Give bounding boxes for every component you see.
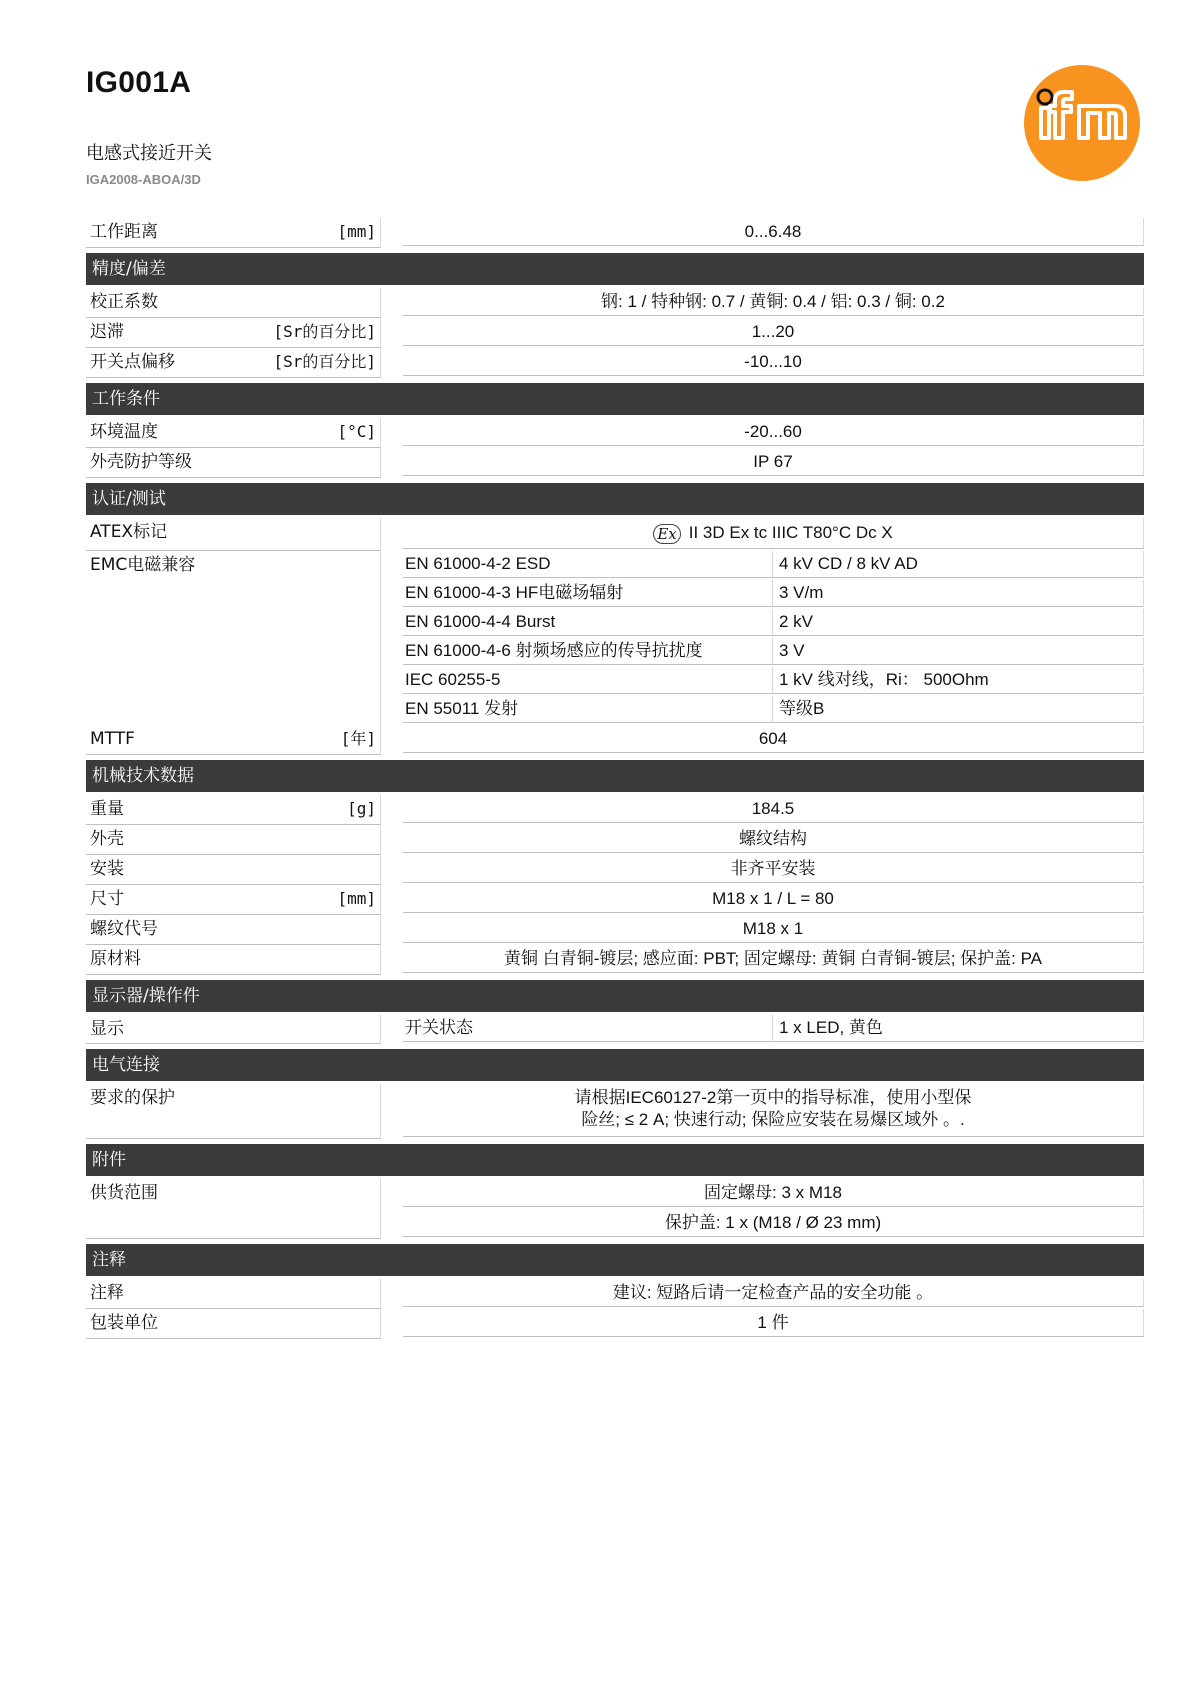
emc-standard: EN 61000-4-3 HF电磁场辐射 bbox=[403, 580, 773, 607]
section-header-accessories: 附件 bbox=[86, 1144, 1144, 1176]
row-value: II 3D Ex tc IIIC T80°C Dc X bbox=[688, 523, 893, 542]
row-value: -10...10 bbox=[403, 348, 1144, 376]
row-value: 184.5 bbox=[403, 795, 1144, 823]
section-header-approvals: 认证/测试 bbox=[86, 483, 1144, 515]
ifm-logo bbox=[1023, 64, 1141, 182]
emc-value: 1 kV 线对线，Ri： 500Ohm bbox=[773, 667, 1143, 694]
row-value: 黄铜 白青铜-镀层; 感应面: PBT; 固定螺母: 黄铜 白青铜-镀层; 保护盖: PA bbox=[403, 945, 1144, 973]
emc-standard: EN 61000-4-6 射频场感应的传导抗扰度 bbox=[403, 638, 773, 665]
row-label: 外壳 bbox=[90, 829, 124, 849]
row-label: 安装 bbox=[90, 859, 124, 879]
spec-row bbox=[86, 855, 1144, 885]
emc-item bbox=[403, 638, 1144, 665]
spec-sheet bbox=[86, 218, 1144, 1339]
row-value: 604 bbox=[403, 725, 1144, 753]
section-header-accuracy: 精度/偏差 bbox=[86, 253, 1144, 285]
row-label: 显示 bbox=[90, 1019, 124, 1039]
row-value: 0...6.48 bbox=[403, 218, 1144, 246]
row-unit: [年] bbox=[340, 729, 376, 748]
emc-standard: EN 55011 发射 bbox=[403, 696, 773, 723]
row-label: 要求的保护 bbox=[90, 1088, 175, 1108]
spec-row-emc bbox=[86, 551, 1144, 725]
spec-row bbox=[86, 448, 1144, 478]
protection-line-2: 险丝; ≤ 2 A; 快速行动; 保险应安装在易爆区域外 。. bbox=[581, 1110, 965, 1129]
row-unit: [mm] bbox=[337, 889, 376, 908]
spec-row-mttf bbox=[86, 725, 1144, 755]
row-label: MTTF bbox=[90, 729, 135, 749]
section-header-mechanical: 机械技术数据 bbox=[86, 760, 1144, 792]
spec-row-scope bbox=[86, 1179, 1144, 1239]
row-value: M18 x 1 bbox=[403, 915, 1144, 943]
product-subtitle: 电感式接近开关 bbox=[86, 143, 212, 164]
row-value: IP 67 bbox=[403, 448, 1144, 476]
display-value: 1 x LED, 黄色 bbox=[773, 1015, 1143, 1042]
emc-item bbox=[403, 667, 1144, 694]
section-header-notes: 注释 bbox=[86, 1244, 1144, 1276]
row-unit: [Sr的百分比] bbox=[273, 352, 376, 371]
row-value: 固定螺母: 3 x M18 bbox=[403, 1179, 1144, 1207]
display-type: 开关状态 bbox=[403, 1015, 773, 1042]
emc-value: 4 kV CD / 8 kV AD bbox=[773, 551, 1143, 578]
row-value: -20...60 bbox=[403, 418, 1144, 446]
row-label: ATEX标记 bbox=[90, 522, 168, 542]
spec-row-atex bbox=[86, 518, 1144, 551]
emc-item bbox=[403, 580, 1144, 607]
row-label: EMC电磁兼容 bbox=[90, 555, 196, 575]
emc-value: 2 kV bbox=[773, 609, 1143, 636]
row-value: 钢: 1 / 特种钢: 0.7 / 黄铜: 0.4 / 铝: 0.3 / 铜: 0.2 bbox=[403, 288, 1144, 316]
section-header-display: 显示器/操作件 bbox=[86, 980, 1144, 1012]
spec-row bbox=[86, 795, 1144, 825]
row-label: 开关点偏移 bbox=[90, 352, 175, 372]
row-unit: [Sr的百分比] bbox=[273, 322, 376, 341]
spec-row bbox=[86, 318, 1144, 348]
spec-row-protection bbox=[86, 1084, 1144, 1139]
row-label: 工作距离 bbox=[90, 222, 158, 242]
row-unit: [mm] bbox=[337, 222, 376, 241]
spec-row bbox=[86, 945, 1144, 975]
spec-row bbox=[86, 1279, 1144, 1309]
row-value: 螺纹结构 bbox=[403, 825, 1144, 853]
row-value: 非齐平安装 bbox=[403, 855, 1144, 883]
row-value: 保护盖: 1 x (M18 / Ø 23 mm) bbox=[403, 1209, 1144, 1237]
emc-standard: EN 61000-4-2 ESD bbox=[403, 551, 773, 578]
row-unit: [g] bbox=[347, 799, 376, 818]
emc-item bbox=[403, 551, 1144, 578]
protection-line-1: 请根据IEC60127-2第一页中的指导标准，使用小型保 bbox=[574, 1088, 972, 1107]
spec-row bbox=[86, 885, 1144, 915]
row-unit: [°C] bbox=[337, 422, 376, 441]
section-header-conditions: 工作条件 bbox=[86, 383, 1144, 415]
row-label: 校正系数 bbox=[90, 292, 158, 312]
row-value: 建议: 短路后请一定检查产品的安全功能 。 bbox=[403, 1279, 1144, 1307]
spec-row bbox=[86, 915, 1144, 945]
spec-row-sensing-range bbox=[86, 218, 1144, 248]
emc-standard: IEC 60255-5 bbox=[403, 667, 773, 694]
emc-standard: EN 61000-4-4 Burst bbox=[403, 609, 773, 636]
row-value: 1 件 bbox=[403, 1309, 1144, 1337]
row-label: 尺寸 bbox=[90, 889, 124, 909]
row-label: 供货范围 bbox=[90, 1183, 158, 1203]
ex-icon: Ex bbox=[653, 524, 680, 544]
row-value: M18 x 1 / L = 80 bbox=[403, 885, 1144, 913]
spec-row bbox=[86, 348, 1144, 378]
product-code: IGA2008-ABOA/3D bbox=[86, 172, 201, 187]
spec-row-display bbox=[86, 1015, 1144, 1044]
row-value: 1...20 bbox=[403, 318, 1144, 346]
emc-value: 3 V bbox=[773, 638, 1143, 665]
emc-value: 等级B bbox=[773, 696, 1143, 723]
spec-row bbox=[86, 825, 1144, 855]
row-label: 迟滞 bbox=[90, 322, 124, 342]
row-label: 外壳防护等级 bbox=[90, 452, 192, 472]
row-label: 包装单位 bbox=[90, 1313, 158, 1333]
row-label: 原材料 bbox=[90, 949, 141, 969]
row-label: 重量 bbox=[90, 799, 124, 819]
spec-row bbox=[86, 288, 1144, 318]
emc-item bbox=[403, 609, 1144, 636]
emc-value: 3 V/m bbox=[773, 580, 1143, 607]
spec-row bbox=[86, 418, 1144, 448]
row-label: 环境温度 bbox=[90, 422, 158, 442]
product-title: IG001A bbox=[86, 66, 192, 99]
section-header-electrical: 电气连接 bbox=[86, 1049, 1144, 1081]
emc-item bbox=[403, 696, 1144, 723]
spec-row bbox=[86, 1309, 1144, 1339]
row-label: 注释 bbox=[90, 1283, 124, 1303]
row-label: 螺纹代号 bbox=[90, 919, 158, 939]
